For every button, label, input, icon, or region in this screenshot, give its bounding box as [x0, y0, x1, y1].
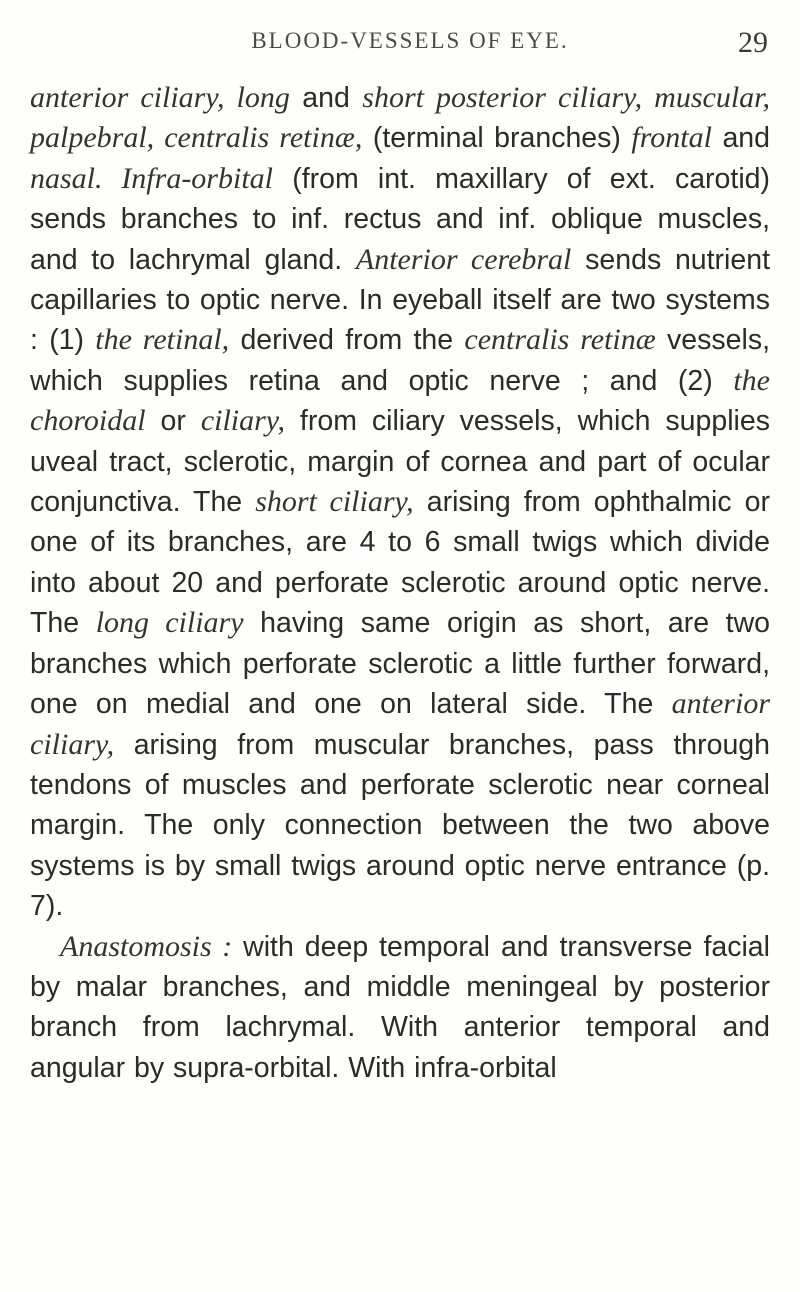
text-run: anterior ciliary, — [30, 687, 770, 761]
text-run: and — [289, 82, 363, 114]
text-run: vessels, which supplies retina and optic nerve ; and (2) — [30, 324, 771, 397]
page-content — [30, 28, 770, 1088]
text-run: long ciliary — [95, 606, 244, 640]
text-run: arising from ophthalmic or one of its branches, are 4 to 6 small twigs which divide into about 20 and perforate sclerotic around optic nerve. The — [30, 486, 771, 640]
text-run: short ciliary, — [255, 485, 414, 519]
text-run: Anterior cerebral — [355, 242, 572, 276]
text-run: derived from the — [229, 324, 465, 357]
text-run: (from int. maxillary of ext. carotid) sends branches to inf. rectus and inf. oblique muscles, and to lachrymal gland. — [30, 162, 770, 276]
text-run: frontal — [631, 121, 712, 155]
text-run: nasal. Infra-orbital — [30, 161, 273, 195]
page-number: 29 — [738, 26, 768, 59]
text-run: sends nutrient capillaries to optic nerve. In eyeball itself are two systems : (1) — [30, 243, 771, 357]
text-run: having same origin as short, are two branches which perforate sclerotic a little further forward, one on medial and one on lateral side. The — [30, 607, 771, 721]
body-text — [30, 78, 770, 1088]
text-run: Anastomosis : — [60, 929, 233, 963]
running-title: BLOOD-VESSELS OF EYE. — [251, 28, 569, 53]
text-run: with deep temporal and transverse facial by malar branches, and middle meningeal by posterior branch from lachrymal. With anterior temporal and angular by supra-orbital. With infra-orbital — [30, 930, 770, 1084]
text-run: anterior ciliary, long — [30, 81, 290, 114]
text-run: centralis retinæ — [464, 323, 656, 357]
text-run: or — [145, 405, 201, 438]
paragraph-continuation — [30, 78, 770, 927]
text-run: arising from muscular branches, pass through tendons of muscles and perforate sclerotic near corneal margin. The only connection between the two above systems is by small twigs around optic nerve entrance (p. 7). — [30, 728, 770, 923]
text-run: and — [711, 122, 771, 155]
paragraph-anastomosis — [30, 927, 770, 1089]
running-head — [30, 28, 770, 78]
text-run: short posterior ciliary, muscular, palpebral, centralis retinæ, — [30, 81, 771, 155]
text-run: from ciliary vessels, which supplies uveal tract, sclerotic, margin of cornea and part of ocular conjunctiva. The — [30, 405, 770, 519]
text-run: the choroidal — [30, 363, 770, 438]
text-run: the retinal, — [95, 323, 230, 357]
text-run: ciliary, — [200, 404, 285, 438]
text-run: (terminal branches) — [362, 122, 632, 155]
